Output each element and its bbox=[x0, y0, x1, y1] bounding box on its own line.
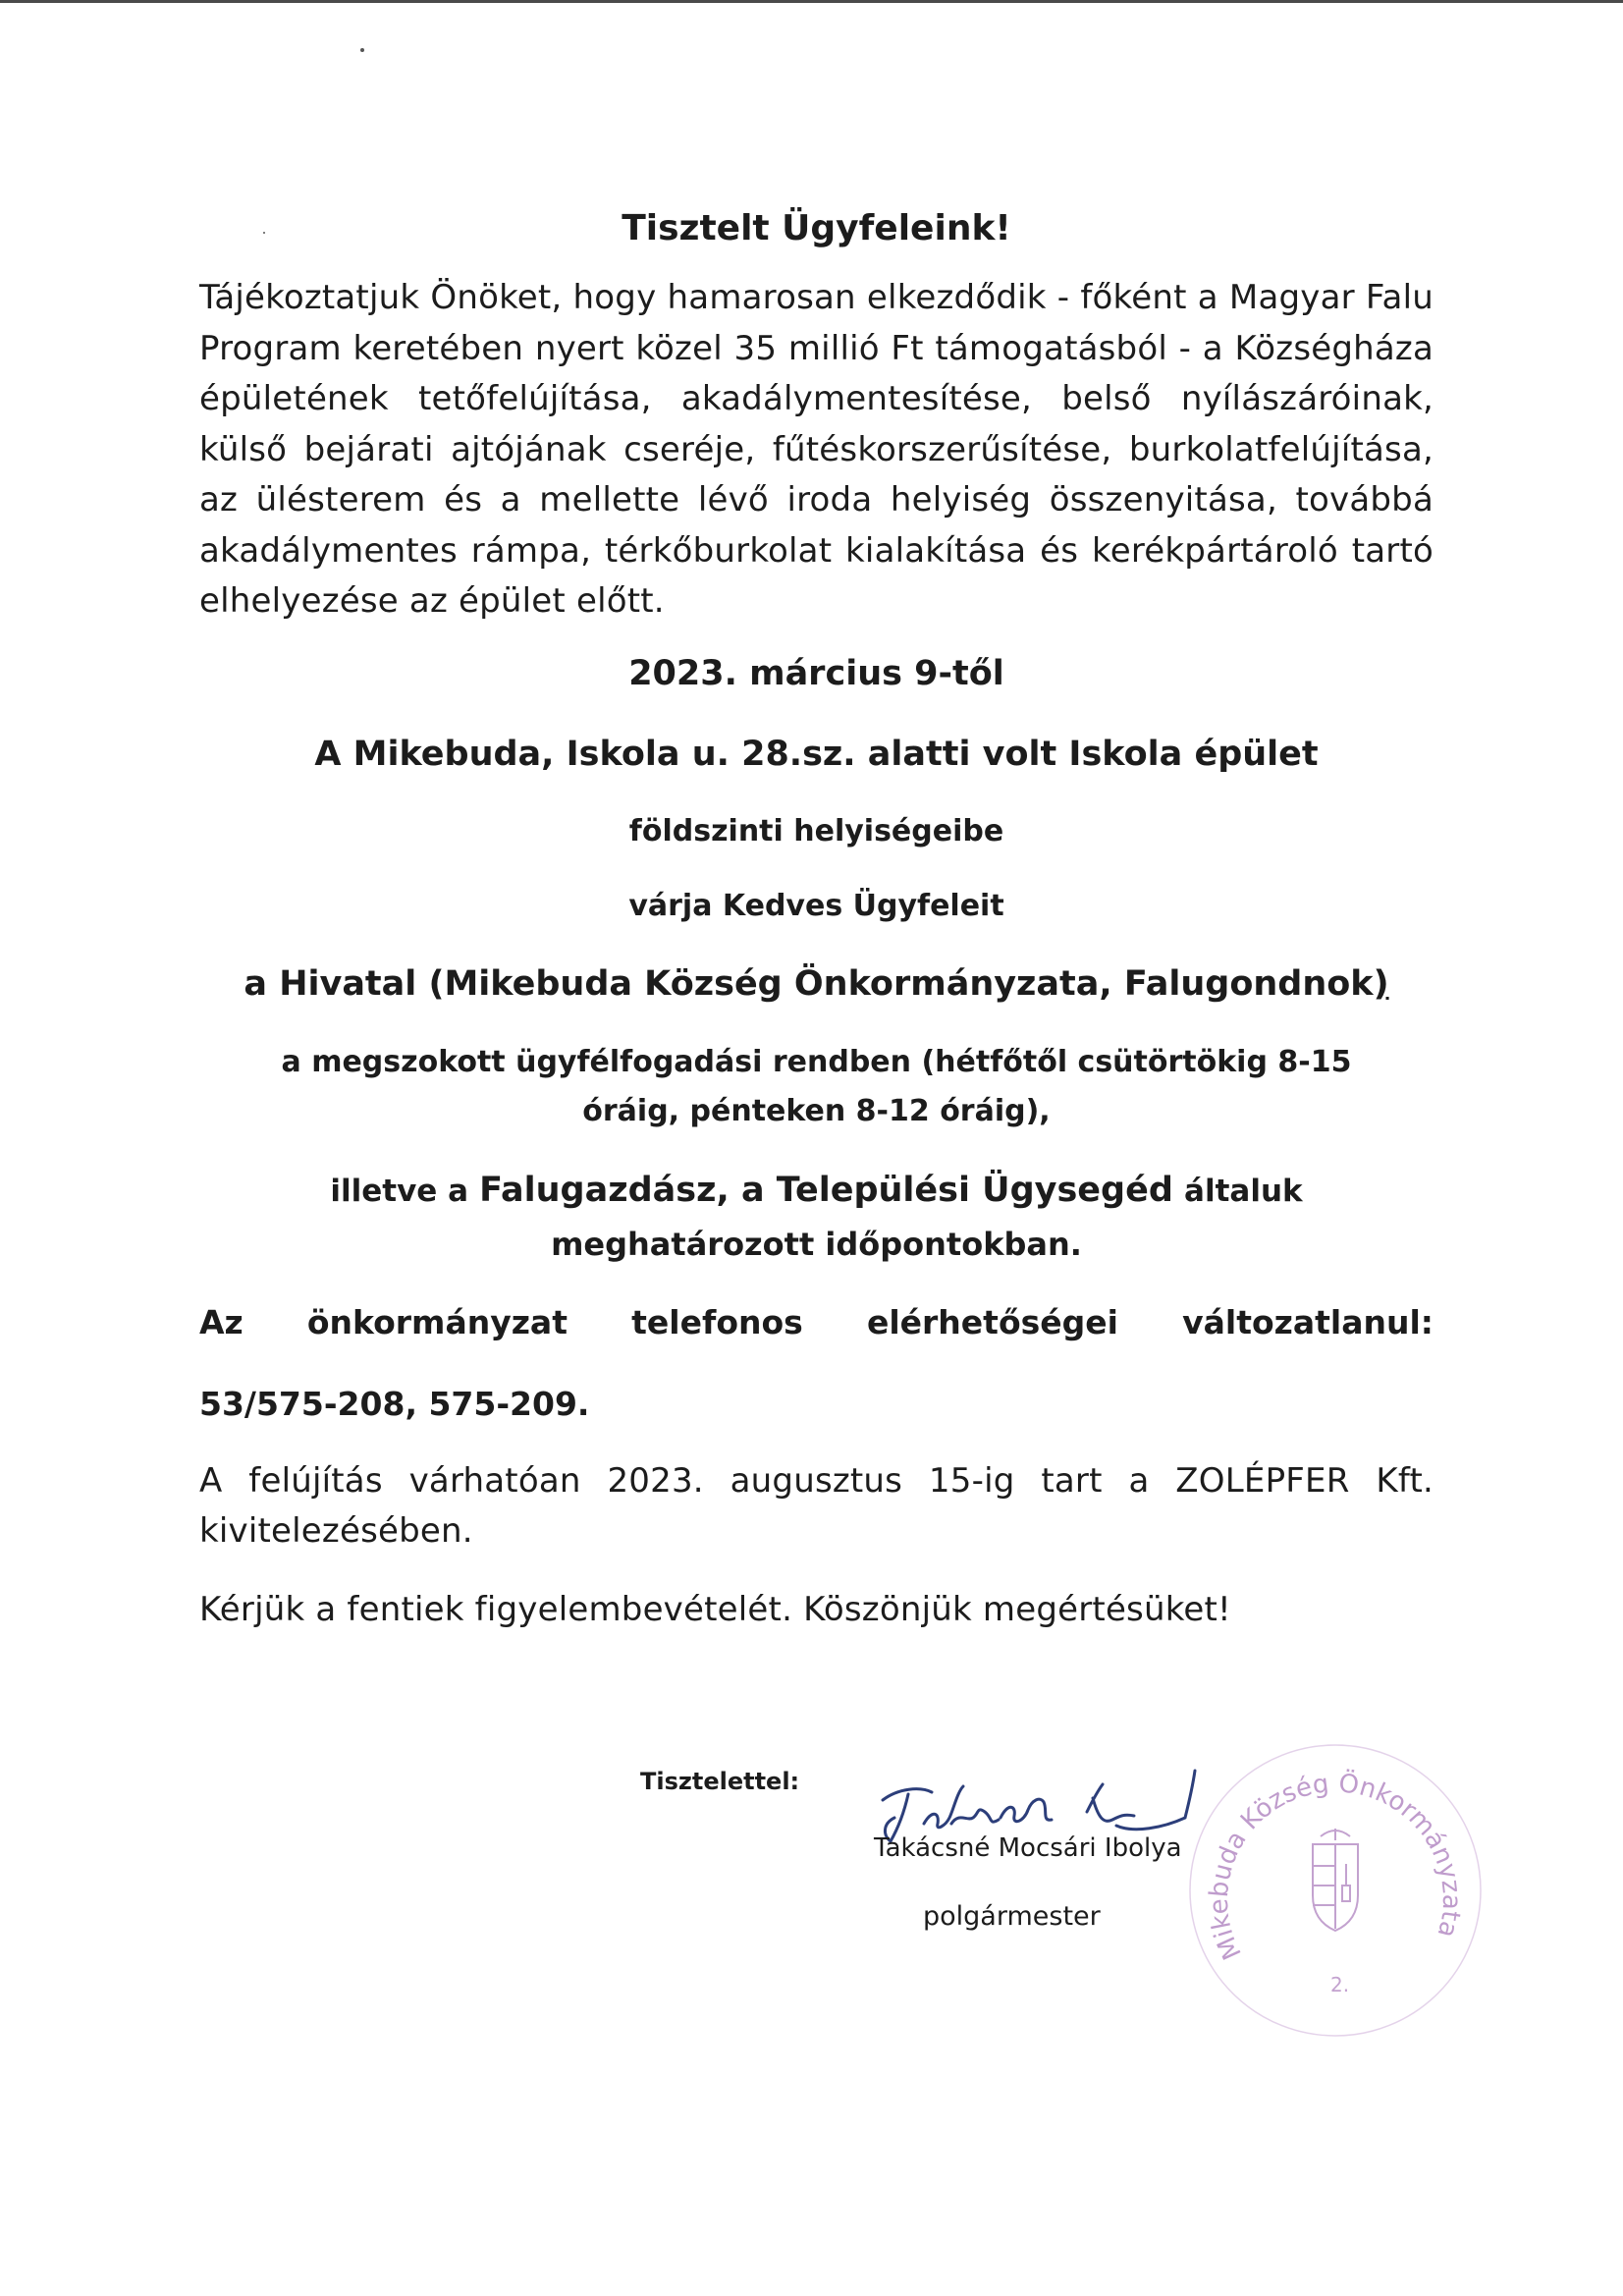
alt-prefix: illetve a bbox=[330, 1173, 469, 1209]
signature-scribble bbox=[869, 1763, 1203, 1881]
handwritten-signature bbox=[869, 1763, 1203, 1881]
alt-names: Falugazdász, a Települési Ügysegéd bbox=[479, 1170, 1173, 1210]
hours-line-2: óráig, pénteken 8-12 óráig), bbox=[582, 1093, 1051, 1128]
letter-body bbox=[199, 204, 1434, 1635]
stamp-text-path: Mikebuda Község Önkormányzata bbox=[1204, 1769, 1467, 1964]
greeting-heading: Tisztelt Ügyfeleink! bbox=[622, 208, 1011, 248]
alt-line-2: meghatározott időpontokban. bbox=[551, 1225, 1082, 1263]
date-line: 2023. március 9-től bbox=[628, 653, 1004, 693]
phone-numbers: 53/575-208, 575-209. bbox=[199, 1384, 590, 1423]
office-line bbox=[199, 959, 1434, 1009]
intro-paragraph: Tájékoztatjuk Önöket, hogy hamarosan elkezdődik - főként a Magyar Falu Program keretében nyert közel 35 millió Ft támogatásból - a Községháza épületének tetőfelújítása, akadálymentesítése, belső nyílászáróinak, külső bejárati ajtójának cseréje, fűtéskorszerűsítése, burkolatfelújítása, az ülésterem és a mellette lévő iroda helyiség összenyitása, továbbá akadálymentes rámpa, térkőburkolat kialakítása és kerékpártároló tartó elhelyezése az épület előtt. bbox=[199, 278, 1434, 621]
phone-heading bbox=[199, 1298, 1434, 1347]
phone-word: Az bbox=[199, 1302, 243, 1341]
scan-edge bbox=[0, 0, 1623, 3]
signer-name: Takácsné Mocsári Ibolya bbox=[874, 1833, 1182, 1863]
office-close-paren: ) bbox=[1373, 963, 1389, 1004]
coat-of-arms-icon bbox=[1313, 1829, 1358, 1931]
alt-suffix: általuk bbox=[1184, 1173, 1303, 1209]
stamp-number: 2. bbox=[1330, 1973, 1350, 1996]
phone-word: változatlanul: bbox=[1182, 1302, 1434, 1341]
thanks-paragraph: Kérjük a fentiek figyelembevételét. Köszönjük megértésüket! bbox=[199, 1589, 1231, 1629]
floor-line: földszinti helyiségeibe bbox=[628, 813, 1004, 848]
alternative-contacts bbox=[199, 1164, 1434, 1271]
phone-word: elérhetőségei bbox=[866, 1302, 1118, 1341]
hours-text bbox=[199, 1038, 1434, 1136]
hours-line-1: a megszokott ügyfélfogadási rendben (hétfőtől csütörtökig 8-15 bbox=[281, 1044, 1352, 1079]
wait-line: várja Kedves Ügyfeleit bbox=[628, 888, 1004, 923]
phone-word: önkormányzat bbox=[306, 1302, 568, 1341]
address-line: A Mikebuda, Iskola u. 28.sz. alatti volt Iskola épület bbox=[314, 734, 1319, 774]
signer-title: polgármester bbox=[923, 1901, 1101, 1932]
scan-speck bbox=[360, 48, 364, 52]
office-text: a Hivatal (Mikebuda Község Önkormányzata, Falugondnok bbox=[243, 963, 1374, 1004]
stamp-graphic bbox=[1183, 1738, 1488, 2043]
phone-word: telefonos bbox=[631, 1302, 803, 1341]
renovation-paragraph: A felújítás várhatóan 2023. augusztus 15-ig tart a ZOLÉPFER Kft. kivitelezésében. bbox=[199, 1460, 1434, 1551]
closing-salutation: Tisztelettel: bbox=[640, 1768, 800, 1795]
official-stamp bbox=[1183, 1738, 1488, 2043]
